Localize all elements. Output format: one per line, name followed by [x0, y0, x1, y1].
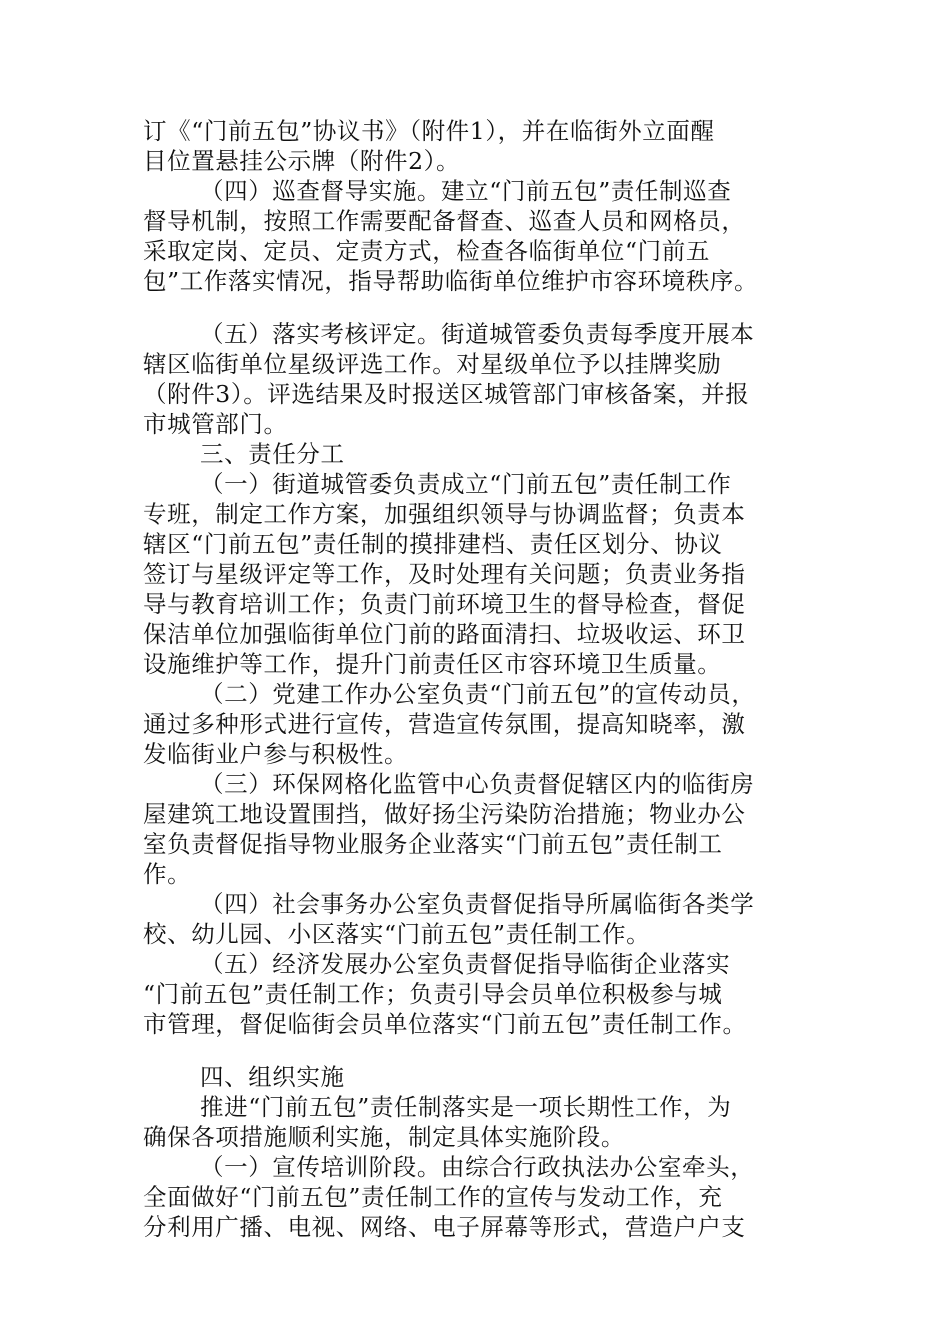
text-line: 确保各项措施顺利实施，制定具体实施阶段。	[143, 1123, 625, 1151]
text-line: 推进“门前五包”责任制落实是一项长期性工作，为	[200, 1093, 732, 1121]
text-line: （一）宣传培训阶段。由综合行政执法办公室牵头，	[200, 1153, 755, 1181]
text-line: 设施维护等工作，提升门前责任区市容环境卫生质量。	[143, 650, 722, 678]
text-line: 保洁单位加强临街单位门前的路面清扫、垃圾收运、环卫	[143, 620, 746, 648]
text-line: 屋建筑工地设置围挡，做好扬尘污染防治措施；物业办公	[143, 800, 746, 828]
text-line: 辖区“门前五包”责任制的摸排建档、责任区划分、协议	[143, 530, 723, 558]
text-line: “门前五包”责任制工作；负责引导会员单位积极参与城	[143, 980, 723, 1008]
text-line: 签订与星级评定等工作，及时处理有关问题；负责业务指	[143, 560, 746, 588]
section-heading: 四、组织实施	[200, 1063, 345, 1091]
text-line: （二）党建工作办公室负责“门前五包”的宣传动员，	[200, 680, 756, 708]
text-line: 目位置悬挂公示牌（附件2）。	[143, 147, 461, 175]
section-heading: 三、责任分工	[200, 440, 345, 468]
text-line: （五）落实考核评定。街道城管委负责每季度开展本	[200, 320, 755, 348]
text-line: 室负责督促指导物业服务企业落实“门前五包”责任制工	[143, 830, 723, 858]
text-line: 作。	[143, 860, 192, 888]
text-line: （三）环保网格化监管中心负责督促辖区内的临街房	[200, 770, 755, 798]
text-line: 督导机制，按照工作需要配备督查、巡查人员和网格员，	[143, 207, 746, 235]
text-line: （附件3）。评选结果及时报送区城管部门审核备案，并报	[143, 380, 750, 408]
text-line: （四）社会事务办公室负责督促指导所属临街各类学	[200, 890, 755, 918]
text-line: （四）巡查督导实施。建立“门前五包”责任制巡查	[200, 177, 732, 205]
text-line: 分利用广播、电视、网络、电子屏幕等形式，营造户户支	[143, 1213, 746, 1241]
text-line: （一）街道城管委负责成立“门前五包”责任制工作	[200, 470, 732, 498]
text-line: 采取定岗、定员、定责方式，检查各临街单位“门前五	[143, 237, 710, 265]
text-line: 市管理，督促临街会员单位落实“门前五包”责任制工作。	[143, 1010, 747, 1038]
text-line: 辖区临街单位星级评选工作。对星级单位予以挂牌奖励	[143, 350, 722, 378]
text-line: 校、幼儿园、小区落实“门前五包”责任制工作。	[143, 920, 651, 948]
text-line: （五）经济发展办公室负责督促指导临街企业落实	[200, 950, 731, 978]
text-line: 包”工作落实情况，指导帮助临街单位维护市容环境秩序。	[143, 267, 759, 295]
text-line: 全面做好“门前五包”责任制工作的宣传与发动工作，充	[143, 1183, 723, 1211]
text-line: 专班，制定工作方案，加强组织领导与协调监督；负责本	[143, 500, 746, 528]
text-line: 市城管部门。	[143, 410, 288, 438]
text-line: 导与教育培训工作；负责门前环境卫生的督导检查，督促	[143, 590, 746, 618]
text-line: 通过多种形式进行宣传，营造宣传氛围，提高知晓率，激	[143, 710, 746, 738]
text-line: 订《“门前五包”协议书》（附件1），并在临街外立面醒	[143, 117, 715, 145]
text-line: 发临街业户参与积极性。	[143, 740, 409, 768]
